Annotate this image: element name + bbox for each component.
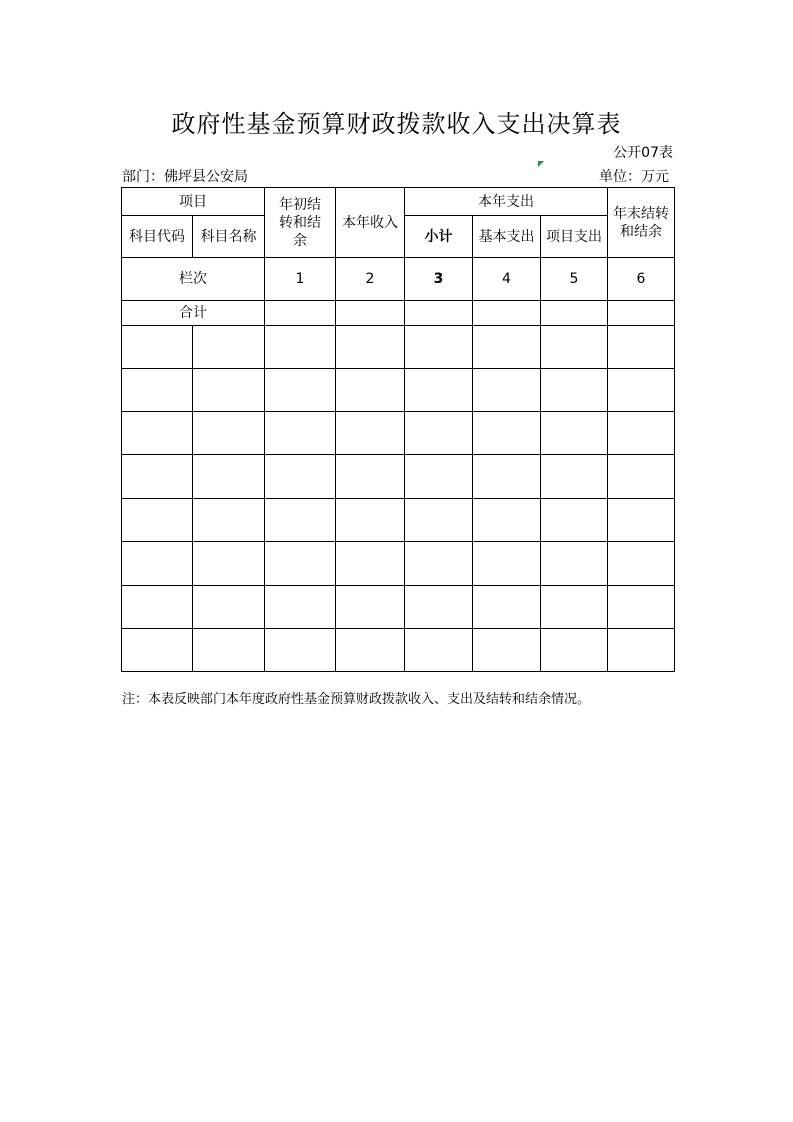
table-cell: [405, 542, 473, 586]
table-cell: [122, 455, 193, 499]
table-cell: [122, 412, 193, 455]
column-number: 6: [608, 258, 675, 301]
table-cell: [473, 326, 541, 369]
table-cell: [473, 542, 541, 586]
table-cell: [336, 326, 405, 369]
total-row: [122, 301, 675, 326]
table-cell: [405, 499, 473, 542]
header-subtotal: 小计: [405, 216, 473, 258]
column-number: 5: [541, 258, 608, 301]
table-cell: [608, 455, 675, 499]
column-number: 3: [405, 258, 473, 301]
footnote: 注：本表反映部门本年度政府性基金预算财政拨款收入、支出及结转和结余情况。: [122, 692, 591, 707]
table-cell: [122, 369, 193, 412]
cell-comment-marker: [538, 161, 544, 167]
table-cell: [265, 326, 336, 369]
table-cell: [336, 542, 405, 586]
table-cell: [265, 499, 336, 542]
table-cell: [608, 369, 675, 412]
header-basic-expenditure: 基本支出: [473, 216, 541, 258]
table-cell: [608, 586, 675, 629]
table-row: [122, 369, 675, 412]
table-cell: [336, 412, 405, 455]
table-cell: [608, 499, 675, 542]
table-cell: [608, 412, 675, 455]
table-cell: [193, 369, 265, 412]
table-cell: [265, 586, 336, 629]
table-cell: [193, 499, 265, 542]
table-cell: [541, 455, 608, 499]
table-cell: [405, 369, 473, 412]
column-number: 2: [336, 258, 405, 301]
table-cell: [541, 369, 608, 412]
total-label: 合计: [122, 301, 265, 326]
total-cell: [405, 301, 473, 326]
table-cell: [193, 412, 265, 455]
table-cell: [405, 326, 473, 369]
column-number: 4: [473, 258, 541, 301]
table-cell: [336, 586, 405, 629]
table-cell: [541, 326, 608, 369]
table-row: [122, 629, 675, 672]
table-row: [122, 499, 675, 542]
table-cell: [473, 455, 541, 499]
table-cell: [122, 326, 193, 369]
table-cell: [473, 369, 541, 412]
total-cell: [541, 301, 608, 326]
header-row-1: [122, 188, 675, 216]
table-cell: [265, 455, 336, 499]
unit-label: 单位：万元: [599, 169, 669, 185]
table-cell: [193, 326, 265, 369]
header-current-expenditure: 本年支出: [405, 188, 608, 216]
table-cell: [122, 499, 193, 542]
table-row: [122, 412, 675, 455]
table-cell: [473, 629, 541, 672]
table-cell: [405, 586, 473, 629]
column-number-row: [122, 258, 675, 301]
column-number: 1: [265, 258, 336, 301]
table-cell: [193, 629, 265, 672]
header-subject-name: 科目名称: [193, 216, 265, 258]
total-cell: [473, 301, 541, 326]
table-cell: [193, 586, 265, 629]
table-cell: [473, 586, 541, 629]
table-cell: [265, 412, 336, 455]
table-cell: [405, 455, 473, 499]
table-row: [122, 586, 675, 629]
header-closing-balance: 年末结转和结余: [608, 188, 675, 258]
table-cell: [473, 412, 541, 455]
table-cell: [336, 369, 405, 412]
header-opening-balance: 年初结转和结余: [265, 188, 336, 258]
table-cell: [122, 586, 193, 629]
header-project-expenditure: 项目支出: [541, 216, 608, 258]
total-cell: [608, 301, 675, 326]
table-cell: [405, 412, 473, 455]
table-cell: [265, 629, 336, 672]
table-row: [122, 455, 675, 499]
table-cell: [541, 629, 608, 672]
table-cell: [541, 412, 608, 455]
table-cell: [193, 455, 265, 499]
form-code: 公开07表: [613, 145, 673, 161]
table-cell: [473, 499, 541, 542]
header-current-income: 本年收入: [336, 188, 405, 258]
table-cell: [405, 629, 473, 672]
table-cell: [541, 586, 608, 629]
table-cell: [265, 542, 336, 586]
table-cell: [336, 629, 405, 672]
page-title: 政府性基金预算财政拨款收入支出决算表: [171, 110, 622, 138]
table-cell: [336, 499, 405, 542]
table-cell: [265, 369, 336, 412]
table-cell: [541, 499, 608, 542]
table-cell: [608, 542, 675, 586]
table-cell: [541, 542, 608, 586]
total-cell: [336, 301, 405, 326]
budget-table: [121, 187, 675, 672]
table-cell: [122, 629, 193, 672]
header-subject-code: 科目代码: [122, 216, 193, 258]
total-cell: [265, 301, 336, 326]
table-cell: [608, 629, 675, 672]
table-cell: [122, 542, 193, 586]
table-cell: [336, 455, 405, 499]
department-label: 部门：佛坪县公安局: [122, 169, 248, 185]
table-row: [122, 326, 675, 369]
table-row: [122, 542, 675, 586]
header-item: 项目: [122, 188, 265, 216]
table-cell: [608, 326, 675, 369]
column-number-label: 栏次: [122, 258, 265, 301]
table-cell: [193, 542, 265, 586]
